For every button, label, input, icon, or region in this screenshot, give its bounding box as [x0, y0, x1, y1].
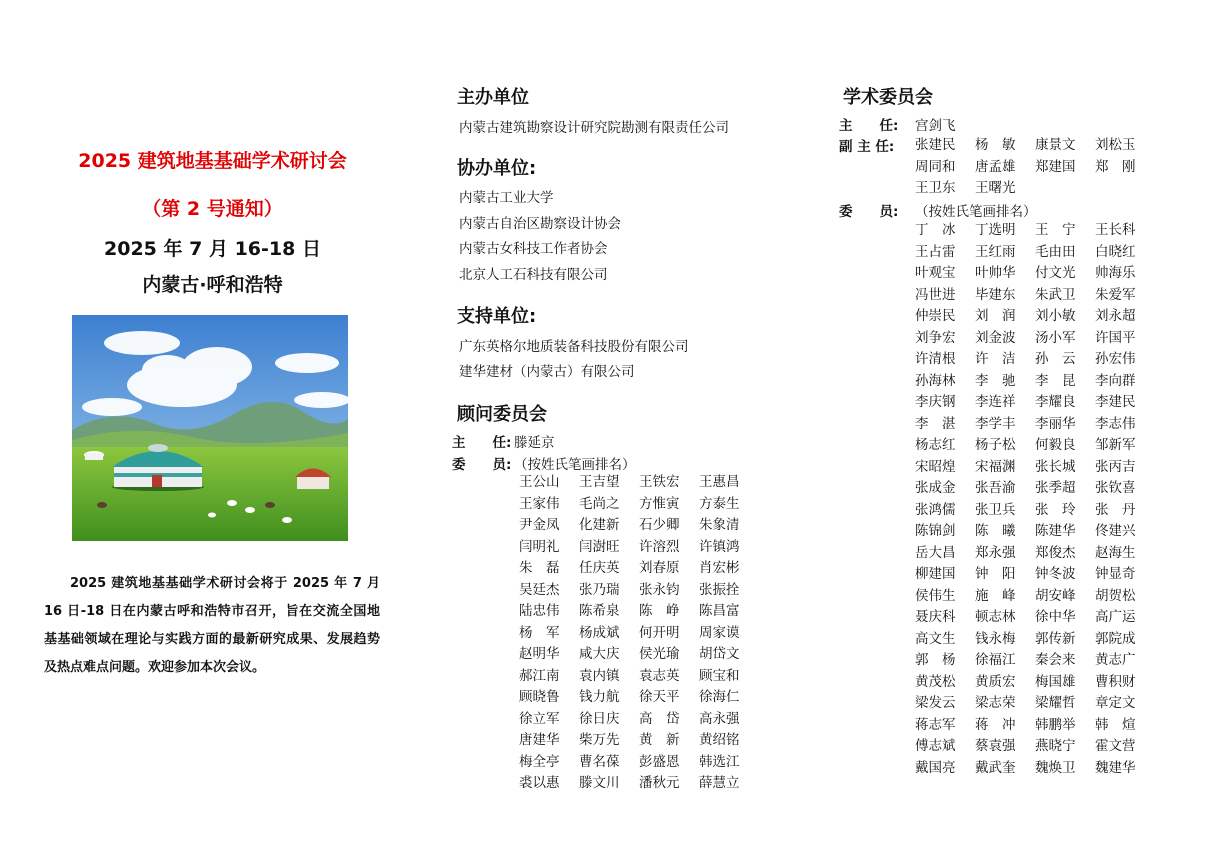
member-name: 郑俊杰 [1035, 544, 1076, 561]
conference-place: 内蒙古·呼和浩特 [142, 274, 283, 296]
academic-members-grid [915, 220, 1155, 779]
member-name: 钟显奇 [1095, 566, 1136, 582]
member-name: 杨 敏 [975, 137, 1016, 153]
member-name: 杨子松 [975, 437, 1016, 453]
member-name: 丁选明 [975, 222, 1016, 238]
member-name: 高广运 [1095, 609, 1136, 625]
member-name: 梁发云 [915, 695, 956, 711]
member-name: 方惟寅 [639, 495, 680, 512]
member-name: 施 峰 [975, 587, 1016, 604]
member-name: 顾晓鲁 [519, 689, 560, 705]
member-name: 戴武奎 [975, 759, 1016, 776]
member-name: 黄志广 [1095, 652, 1136, 668]
member-name: 徐福江 [975, 652, 1016, 668]
member-name: 张吾渝 [975, 480, 1016, 496]
member-name: 唐建华 [519, 732, 560, 748]
member-name: 王吉望 [579, 474, 620, 490]
support-org-2: 建华建材（内蒙古）有限公司 [459, 364, 635, 380]
member-name: 潘秋元 [639, 775, 680, 791]
member-name: 黄质宏 [975, 673, 1016, 690]
member-name: 化建新 [579, 517, 620, 533]
member-name: 刘小敏 [1035, 308, 1076, 324]
member-name: 李志伟 [1095, 415, 1136, 432]
left-column [40, 0, 385, 852]
member-name: 孙海林 [915, 372, 956, 389]
member-name: 许国平 [1095, 329, 1136, 346]
member-name: 丁 冰 [915, 222, 956, 238]
member-name: 蒋志军 [915, 716, 956, 733]
member-name: 刘争宏 [915, 329, 956, 346]
member-name: 王惠昌 [699, 474, 740, 490]
member-name: 方泰生 [699, 495, 740, 512]
member-name: 陈希泉 [579, 603, 620, 619]
member-name: 李学丰 [975, 415, 1016, 432]
member-name: 唐孟雄 [975, 158, 1016, 175]
member-name: 郑 刚 [1095, 158, 1136, 175]
member-name: 任庆英 [579, 560, 620, 576]
member-name: 赵海生 [1095, 544, 1136, 561]
member-name: 韩鹏举 [1035, 716, 1076, 733]
member-name: 梅国雄 [1035, 673, 1076, 690]
notice-number: （第 2 号通知） [142, 198, 283, 220]
advisory-members-grid [519, 472, 759, 795]
member-name: 陈昌富 [699, 603, 740, 619]
member-name: 李连祥 [975, 394, 1016, 410]
member-name: 李向群 [1095, 372, 1136, 389]
member-name: 高永强 [699, 710, 740, 727]
co-organizer-heading: 协办单位: [457, 158, 537, 179]
member-name: 康景文 [1035, 137, 1076, 153]
member-name: 李 湛 [915, 415, 956, 432]
co-organizer-1: 内蒙古工业大学 [459, 190, 554, 206]
member-name: 王红雨 [975, 243, 1016, 260]
member-name: 黄 新 [639, 732, 680, 748]
member-name: 张永钧 [639, 581, 680, 598]
member-name: 柴万先 [579, 732, 620, 748]
member-name: 徐中华 [1035, 609, 1076, 625]
member-name: 冯世进 [915, 286, 956, 303]
member-name: 王家伟 [519, 495, 560, 512]
member-name: 张钦喜 [1095, 480, 1136, 496]
member-name: 侯光瑜 [639, 646, 680, 662]
member-name: 高文生 [915, 630, 956, 647]
member-name: 周同和 [915, 158, 956, 175]
member-name: 张丙吉 [1095, 458, 1136, 475]
member-name: 陈 峥 [639, 603, 680, 619]
member-name: 钱力航 [579, 689, 620, 705]
advisory-members-note: （按姓氏笔画排名） [514, 457, 636, 473]
academic-members-label: 委 员: [839, 204, 899, 220]
member-name: 张乃瑞 [579, 581, 620, 598]
member-name: 陈 曦 [975, 523, 1016, 539]
member-name: 王公山 [519, 474, 560, 490]
member-name: 许溶烈 [639, 538, 680, 555]
academic-chair: 宫剑飞 [915, 118, 956, 134]
co-organizer-3: 内蒙古女科技工作者协会 [459, 241, 608, 257]
member-name: 戴国亮 [915, 759, 956, 776]
member-name: 叶观宝 [915, 265, 956, 281]
member-name: 章定文 [1095, 695, 1136, 711]
member-name: 聂庆科 [915, 609, 956, 625]
member-name: 郭 杨 [915, 652, 956, 668]
member-name: 蒋 冲 [975, 716, 1016, 733]
member-name: 毛由田 [1035, 243, 1076, 260]
host-heading: 主办单位 [457, 87, 529, 108]
member-name: 周家谟 [699, 624, 740, 641]
member-name: 杨志红 [915, 437, 956, 453]
advisory-heading: 顾问委员会 [457, 404, 547, 425]
member-name: 仲崇民 [915, 308, 956, 324]
member-name: 刘春原 [639, 560, 680, 576]
member-name: 王卫东 [915, 180, 956, 196]
member-name: 孙宏伟 [1095, 351, 1136, 367]
member-name: 钟冬波 [1035, 566, 1076, 582]
member-name: 梅全亭 [519, 753, 560, 770]
member-name: 侯伟生 [915, 587, 956, 604]
academic-chair-row [839, 114, 956, 134]
member-name: 张 丹 [1095, 501, 1136, 518]
advisory-chair-label: 主 任: [452, 435, 512, 451]
member-name: 蔡袁强 [975, 738, 1016, 754]
member-name: 朱爱军 [1095, 286, 1136, 303]
member-name: 王占雷 [915, 243, 956, 260]
member-name: 滕文川 [579, 775, 620, 791]
member-name: 郭院成 [1095, 630, 1136, 647]
member-name: 曹积财 [1095, 673, 1136, 690]
member-name: 宋福渊 [975, 458, 1016, 475]
member-name: 张成金 [915, 480, 956, 496]
member-name: 毕建东 [975, 286, 1016, 303]
member-name: 王铁宏 [639, 474, 680, 490]
member-name: 帅海乐 [1095, 265, 1136, 281]
member-name: 彭盛恩 [639, 753, 680, 770]
middle-column [452, 0, 785, 852]
member-name: 张建民 [915, 137, 956, 153]
member-name: 郑永强 [975, 544, 1016, 561]
member-name: 白晓红 [1095, 243, 1136, 260]
member-name: 石少卿 [639, 517, 680, 533]
member-name: 裘以惠 [519, 775, 560, 791]
member-name: 李建民 [1095, 394, 1136, 410]
member-name: 叶帅华 [975, 265, 1016, 281]
co-organizer-4: 北京人工石科技有限公司 [459, 267, 608, 283]
support-org-1: 广东英格尔地质装备科技股份有限公司 [459, 339, 689, 355]
member-name: 韩 煊 [1095, 716, 1136, 733]
member-name: 袁志英 [639, 667, 680, 684]
member-name: 袁内镇 [579, 667, 620, 684]
member-name: 胡贺松 [1095, 587, 1136, 604]
academic-heading: 学术委员会 [843, 87, 933, 108]
member-name: 朱 磊 [519, 560, 560, 576]
member-name: 徐海仁 [699, 689, 740, 705]
academic-chair-label: 主 任: [839, 118, 899, 134]
member-name: 张 玲 [1035, 501, 1076, 518]
member-name: 赵明华 [519, 646, 560, 662]
advisory-members-label: 委 员: [452, 457, 512, 473]
member-name: 杨成斌 [579, 624, 620, 641]
member-name: 毛尚之 [579, 495, 620, 512]
member-name: 张振拴 [699, 581, 740, 598]
member-name: 刘松玉 [1095, 137, 1136, 153]
member-name: 闫明礼 [519, 538, 560, 555]
member-name: 顿志林 [975, 609, 1016, 625]
member-name: 何毅良 [1035, 437, 1076, 453]
member-name: 胡安峰 [1035, 587, 1076, 604]
member-name: 邹新军 [1095, 437, 1136, 453]
member-name: 尹金凤 [519, 517, 560, 533]
co-organizer-2: 内蒙古自治区勘察设计协会 [459, 216, 621, 232]
member-name: 张长城 [1035, 458, 1076, 475]
advisory-chair: 滕延京 [514, 435, 555, 451]
right-column [837, 0, 1177, 852]
academic-vice-grid [915, 135, 1155, 200]
advisory-members-row [452, 453, 636, 473]
member-name: 郑建国 [1035, 158, 1076, 175]
member-name: 肖宏彬 [699, 560, 740, 576]
academic-vice-row [839, 135, 915, 155]
member-name: 李丽华 [1035, 415, 1076, 432]
member-name: 高 岱 [639, 710, 680, 727]
member-name: 李 驰 [975, 372, 1016, 389]
member-name: 许 洁 [975, 351, 1016, 367]
intro-paragraph: 2025 建筑地基基础学术研讨会将于 2025 年 7 月 16 日-18 日在内蒙古呼和浩特市召开，旨在交流全国地基基础领域在理论与实践方面的最新研究成果、发展趋势及热点难点问题。欢迎参加本次会议。 [44, 576, 380, 675]
member-name: 燕晓宁 [1035, 738, 1076, 754]
member-name: 吴廷杰 [519, 581, 560, 598]
member-name: 佟建兴 [1095, 523, 1136, 539]
member-name: 岳大昌 [915, 544, 956, 561]
member-name: 陈建华 [1035, 523, 1076, 539]
member-name: 闫澍旺 [579, 538, 620, 555]
member-name: 郝江南 [519, 667, 560, 684]
member-name: 李耀良 [1035, 394, 1076, 410]
member-name: 刘 润 [975, 308, 1016, 324]
member-name: 许清根 [915, 351, 956, 367]
member-name: 徐日庆 [579, 710, 620, 727]
member-name: 秦会来 [1035, 652, 1076, 668]
member-name: 柳建国 [915, 566, 956, 582]
member-name: 梁耀哲 [1035, 695, 1076, 711]
member-name: 魏建华 [1095, 759, 1136, 776]
member-name: 朱象清 [699, 517, 740, 533]
member-name: 傅志斌 [915, 738, 956, 754]
member-name: 魏焕卫 [1035, 759, 1076, 776]
advisory-chair-row [452, 431, 555, 451]
member-name: 咸大庆 [579, 646, 620, 662]
member-name: 王长科 [1095, 222, 1136, 238]
member-name: 许镇鸿 [699, 538, 740, 555]
academic-members-row [839, 200, 1037, 220]
member-name: 陈锦剑 [915, 523, 956, 539]
host-org: 内蒙古建筑勘察设计研究院勘测有限责任公司 [459, 120, 729, 136]
member-name: 李 昆 [1035, 372, 1076, 389]
member-name: 黄茂松 [915, 673, 956, 690]
member-name: 黄绍铭 [699, 732, 740, 748]
member-name: 王曙光 [975, 180, 1016, 196]
member-name: 郭传新 [1035, 630, 1076, 647]
member-name: 李庆钢 [915, 394, 956, 410]
member-name: 刘永超 [1095, 308, 1136, 324]
member-name: 薛慧立 [699, 775, 740, 791]
member-name: 付文光 [1035, 265, 1076, 281]
member-name: 胡岱文 [699, 646, 740, 662]
member-name: 何开明 [639, 624, 680, 641]
member-name: 王 宁 [1035, 222, 1076, 238]
conference-title: 2025 建筑地基基础学术研讨会 [78, 150, 347, 172]
member-name: 曹名葆 [579, 753, 620, 770]
member-name: 顾宝和 [699, 667, 740, 684]
member-name: 张卫兵 [975, 501, 1016, 518]
member-name: 霍文营 [1095, 738, 1136, 754]
member-name: 徐立军 [519, 710, 560, 727]
member-name: 钟 阳 [975, 566, 1016, 582]
grassland-yurt-photo [72, 315, 348, 541]
member-name: 张鸿儒 [915, 501, 956, 518]
academic-members-note: （按姓氏笔画排名） [915, 204, 1037, 220]
member-name: 朱武卫 [1035, 286, 1076, 303]
member-name: 宋昭煌 [915, 458, 956, 475]
member-name: 韩选江 [699, 753, 740, 770]
member-name: 张季超 [1035, 480, 1076, 496]
member-name: 徐天平 [639, 689, 680, 705]
member-name: 孙 云 [1035, 351, 1076, 367]
member-name: 刘金波 [975, 329, 1016, 346]
academic-vice-label: 副 主 任: [839, 139, 895, 155]
support-heading: 支持单位: [457, 306, 537, 327]
member-name: 杨 军 [519, 624, 560, 641]
conference-date: 2025 年 7 月 16-18 日 [104, 238, 321, 260]
member-name: 汤小军 [1035, 329, 1076, 346]
member-name: 陆忠伟 [519, 603, 560, 619]
member-name: 梁志荣 [975, 695, 1016, 711]
member-name: 钱永梅 [975, 630, 1016, 647]
